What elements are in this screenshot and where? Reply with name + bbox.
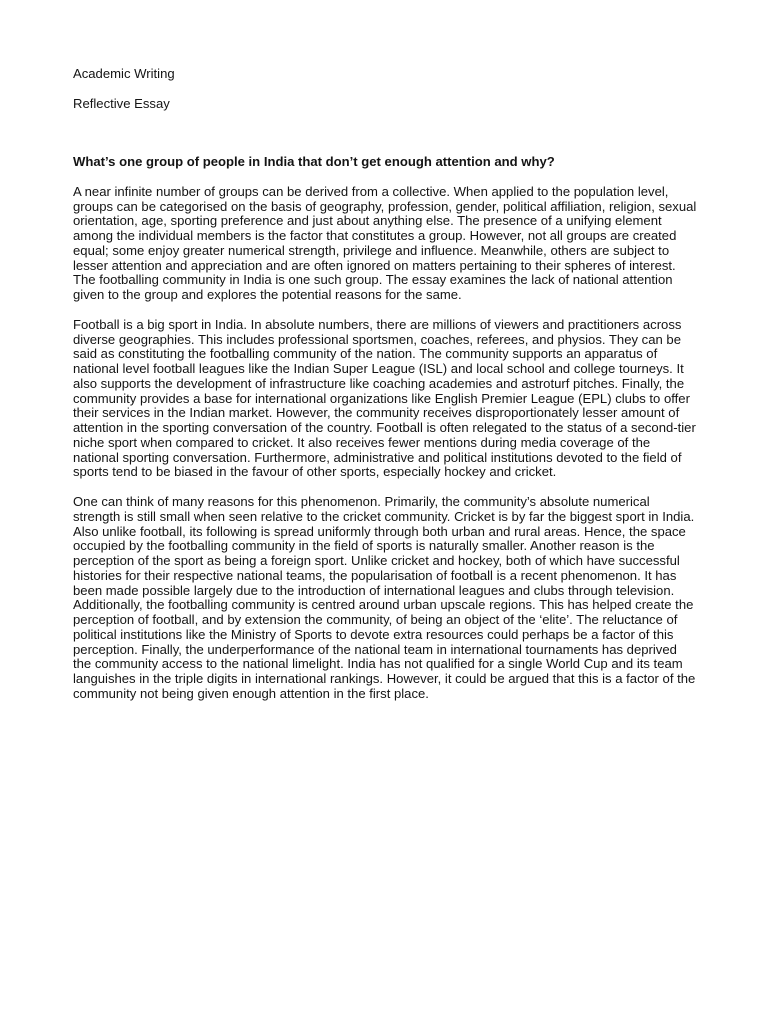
essay-type-label: Reflective Essay bbox=[73, 96, 170, 111]
paragraph-1: A near infinite number of groups can be derived from a collective. When applied to the population level, groups can be categorised on the basis of geography, profession, gender, political affiliation, religion, sexual orientation, age, sporting preference and just about anything else. The presence of a unifying element among the individual members is the factor that constitutes a group. However, not all groups are created equal; some enjoy greater numerical strength, privilege and influence. Meanwhile, others are subject to lesser attention and appreciation and are often ignored on matters pertaining to their spheres of interest. The footballing community in India is one such group. The essay examines the lack of national attention given to the group and explores the potential reasons for the same. bbox=[73, 183, 697, 302]
paragraph-2: Football is a big sport in India. In absolute numbers, there are millions of viewers and practitioners across diverse geographies. This includes professional sportsmen, coaches, referees, and physios. They can be said as constituting the footballing community of the nation. The community supports an apparatus of national level football leagues like the Indian Super League (ISL) and local school and college tourneys. It also supports the development of infrastructure like coaching academies and astroturf pitches. Finally, the community provides a base for international organizations like English Premier League (EPL) clubs to offer their services in the Indian market. However, the community receives disproportionately lesser amount of attention in the sporting conversation of the country. Football is often relegated to the status of a second-tier niche sport when compared to cricket. It also receives fewer mentions during media coverage of the national sporting conversation. Furthermore, administrative and political institutions devoted to the field of sports tend to be biased in the favour of other sports, especially hockey and cricket. bbox=[73, 316, 696, 480]
essay-page bbox=[73, 67, 697, 702]
paragraph-3: One can think of many reasons for this phenomenon. Primarily, the community’s absolute numerical strength is still small when seen relative to the cricket community. Cricket is by far the biggest sport in India. Also unlike football, its following is spread uniformly through both urban and rural areas. Hence, the space occupied by the footballing community in the field of sports is naturally smaller. Another reason is the perception of the sport as being a foreign sport. Unlike cricket and hockey, both of which have successful histories for their respective national teams, the popularisation of football is a recent phenomenon. It has been made possible largely due to the introduction of international leagues and clubs through television. Additionally, the footballing community is centred around urban upscale regions. This has helped create the perception of football, and by extension the community, of being an object of the ‘elite’. The reluctance of political institutions like the Ministry of Sports to devote extra resources could perhaps be a factor of this perception. Finally, the underperformance of the national team in international tournaments has deprived the community access to the national limelight. India has not qualified for a single World Cup and its team languishes in the triple digits in international rankings. However, it could be argued that this is a factor of the community not being given enough attention in the first place. bbox=[73, 494, 696, 701]
essay-question: What’s one group of people in India that don’t get enough attention and why? bbox=[73, 154, 555, 169]
course-label: Academic Writing bbox=[73, 66, 175, 81]
